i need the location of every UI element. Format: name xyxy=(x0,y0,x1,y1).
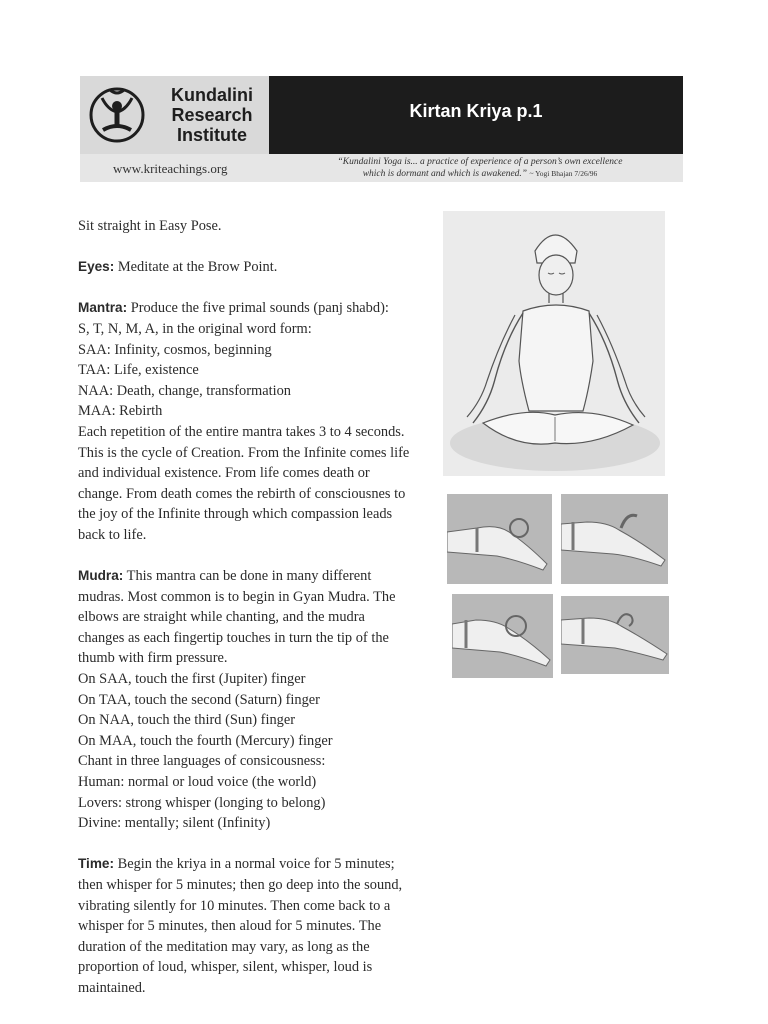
mudra-photo-4 xyxy=(561,596,669,674)
header-banner xyxy=(80,76,683,154)
mudra-heading-line xyxy=(78,566,433,587)
time-first-line: Begin the kriya in a normal voice for 5 minutes; xyxy=(114,856,395,873)
mudra-first-line: This mantra can be done in many different xyxy=(123,568,372,585)
mudra-photo-2 xyxy=(561,494,668,584)
mantra-line: NAA: Death, change, transformation xyxy=(78,382,291,399)
mudra-line: On TAA, touch the second (Saturn) finger xyxy=(78,691,320,708)
time-line: proportion of loud, whisper, silent, whisper, loud is xyxy=(78,959,373,976)
page-title: Kirtan Kriya p.1 xyxy=(409,101,543,121)
mudra-line: thumb with firm pressure. xyxy=(78,650,228,667)
time-line: duration of the meditation may vary, as long as the xyxy=(78,938,370,955)
mudra-line: On NAA, touch the third (Sun) finger xyxy=(78,712,296,729)
org-name: Kundalini Research Institute xyxy=(171,85,253,145)
mantra-line: Each repetition of the entire mantra takes 3 to 4 seconds. xyxy=(78,423,405,440)
quote-attribution: ~ Yogi Bhajan 7/26/96 xyxy=(529,169,598,178)
easy-pose-illustration xyxy=(443,211,665,476)
quote xyxy=(325,157,635,180)
mudra-line: On MAA, touch the fourth (Mercury) finger xyxy=(78,732,333,749)
eyes-label: Eyes: xyxy=(78,259,115,275)
instructions xyxy=(78,216,433,999)
mantra-line: SAA: Infinity, cosmos, beginning xyxy=(78,341,272,358)
mudra-line: changes as each fingertip touches in turn the tip of the xyxy=(78,629,389,646)
mantra-line: back to life. xyxy=(78,526,147,543)
mudra-line: elbows are straight while chanting, and the mudra xyxy=(78,609,365,626)
mudra-line: On SAA, touch the first (Jupiter) finger xyxy=(78,671,306,688)
sub-banner xyxy=(80,154,683,182)
kri-logo-icon xyxy=(88,84,146,146)
mantra-line: MAA: Rebirth xyxy=(78,403,163,420)
mantra-first-line: Produce the five primal sounds (panj shabd): xyxy=(127,300,389,317)
mudra-line: Lovers: strong whisper (longing to belong) xyxy=(78,794,326,811)
mantra-heading-line xyxy=(78,298,433,319)
mantra-label: Mantra: xyxy=(78,300,128,316)
mudra-line: Human: normal or loud voice (the world) xyxy=(78,774,317,791)
mantra-line: TAA: Life, existence xyxy=(78,362,199,379)
time-line: vibrating silently for 10 minutes. Then come back to a xyxy=(78,897,391,914)
mantra-line: and individual existence. From life comes death or xyxy=(78,465,370,482)
eyes-paragraph xyxy=(78,257,433,278)
logo-panel xyxy=(80,76,269,154)
mudra-line: Divine: mentally; silent (Infinity) xyxy=(78,815,271,832)
mudra-label: Mudra: xyxy=(78,568,124,584)
time-line: maintained. xyxy=(78,979,146,996)
mantra-line: the joy of the Infinite through which compassion leads xyxy=(78,506,393,523)
time-heading-line xyxy=(78,854,433,875)
eyes-text: Meditate at the Brow Point. xyxy=(114,259,278,276)
mantra-line: change. From death comes the rebirth of consciousnes to xyxy=(78,485,406,502)
mudra-line: mudras. Most common is to begin in Gyan Mudra. The xyxy=(78,588,396,605)
time-line: then whisper for 5 minutes; then go deep into the sound, xyxy=(78,877,403,893)
mantra-line: S, T, N, M, A, in the original word form: xyxy=(78,320,312,337)
mudra-line: Chant in three languages of consicousness: xyxy=(78,753,326,770)
quote-text: “Kundalini Yoga is... a practice of experience of a person’s own excellence which is dormant and which is awakened.” xyxy=(337,157,623,179)
time-line: whisper for 5 minutes, then aloud for 5 minutes. The xyxy=(78,918,382,935)
title-panel xyxy=(269,76,683,154)
mudra-photo-1 xyxy=(447,494,552,584)
website-link[interactable]: www.kriteachings.org xyxy=(113,161,228,176)
intro-text: Sit straight in Easy Pose. xyxy=(78,218,222,234)
mudra-photo-3 xyxy=(452,594,553,678)
time-label: Time: xyxy=(78,856,115,872)
mantra-line: This is the cycle of Creation. From the Infinite comes life xyxy=(78,444,410,461)
